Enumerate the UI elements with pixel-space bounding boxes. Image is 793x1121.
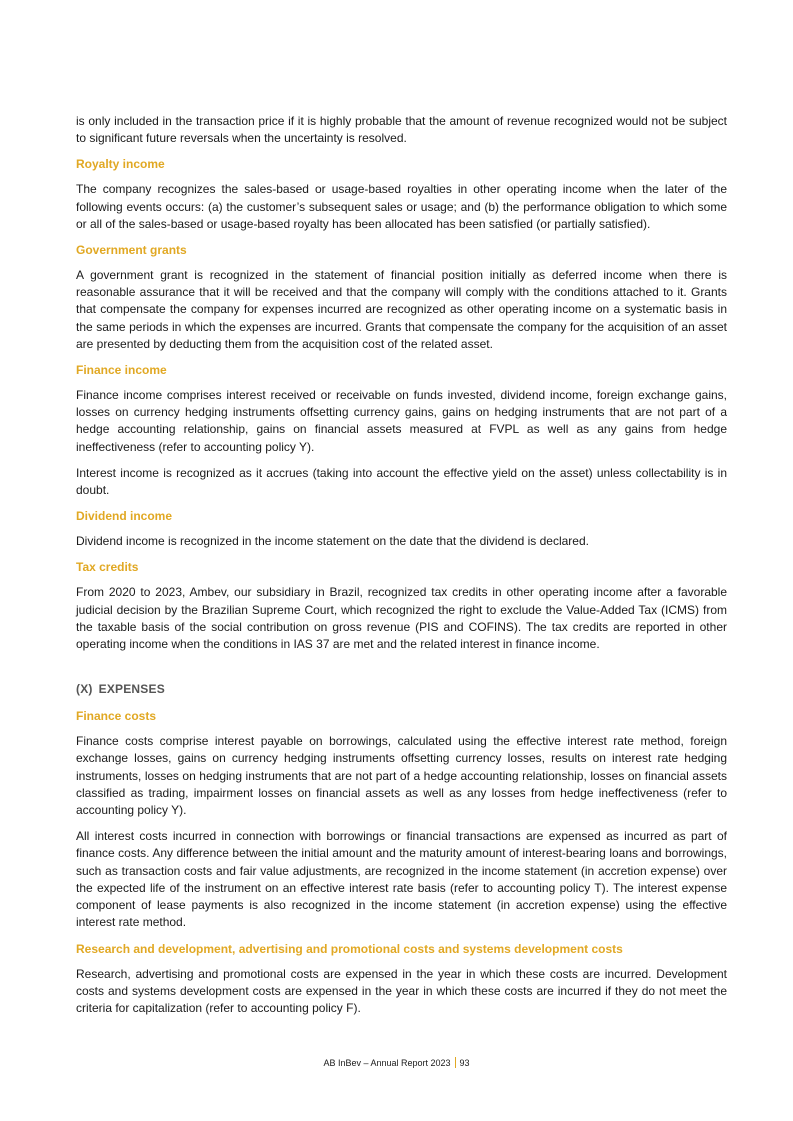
research-development-heading: Research and development, advertising and promotional costs and systems development costs xyxy=(76,941,623,956)
research-development-paragraph: Research, advertising and promotional costs are expensed in the year in which these costs are incurred. Development costs and systems development costs are expensed in the year in which these costs are incurred if they do not meet the criteria for capitalization (refer to accounting policy F). xyxy=(76,966,727,1015)
page-footer xyxy=(0,1057,793,1069)
intro-paragraph: is only included in the transaction price if it is highly probable that the amount of revenue recognized would not be subject to significant future reversals when the uncertainty is resolved. xyxy=(76,114,727,146)
royalty-income-paragraph: The company recognizes the sales-based or usage-based royalties in other operating income when the later of the following events occurs: (a) the customer’s subsequent sales or usage; and (b) the performance obligation to which some or all of the sales-based or usage-based royalty has been allocated has been satisfied (or partially satisfied). xyxy=(76,182,727,231)
footer-report-title: AB InBev – Annual Report 2023 xyxy=(323,1058,451,1068)
interest-income-paragraph: Interest income is recognized as it accrues (taking into account the effective yield on the asset) unless collectability is in doubt. xyxy=(76,465,727,498)
expenses-section-label: EXPENSES xyxy=(98,682,165,697)
footer-separator xyxy=(455,1057,456,1068)
finance-costs-paragraph: Finance costs comprise interest payable on borrowings, calculated using the effective interest rate method, foreign exchange losses, gains on currency hedging instruments offsetting currency losses, results on interest rate hedging instruments, losses on hedging instruments that are not part of a hedge accounting relationship, losses on financial assets classified as trading, impairment losses on financial assets as well as any losses from hedge ineffectiveness (refer to accounting policy Y). xyxy=(76,734,727,818)
expenses-section-title xyxy=(76,681,727,697)
government-grants-heading: Government grants xyxy=(76,243,187,258)
royalty-income-heading: Royalty income xyxy=(76,157,165,172)
finance-income-paragraph: Finance income comprises interest received or receivable on funds invested, dividend income, foreign exchange gains, losses on currency hedging instruments offsetting currency gains, gains on hedging instruments that are not part of a hedge accounting relationship, gains on financial assets measured at FVPL as well as any gains from hedge ineffectiveness (refer to accounting policy Y). xyxy=(76,388,727,454)
dividend-income-paragraph: Dividend income is recognized in the income statement on the date that the dividend is declared. xyxy=(76,534,589,549)
dividend-income-heading: Dividend income xyxy=(76,509,173,524)
finance-costs-heading: Finance costs xyxy=(76,709,157,724)
tax-credits-heading: Tax credits xyxy=(76,560,139,575)
interest-costs-paragraph: All interest costs incurred in connection with borrowings or financial transactions are expensed as incurred as part of finance costs. Any difference between the initial amount and the maturity amount of interest-bearing loans and borrowings, such as transaction costs and fair value adjustments, are recognized in the income statement (in accretion expense) over the expected life of the instrument on an effective interest rate basis (refer to accounting policy T). The interest expense component of lease payments is also recognized in the income statement (in accretion expense) using the effective interest rate method. xyxy=(76,829,727,930)
finance-income-heading: Finance income xyxy=(76,363,167,378)
expenses-section-number: (X) xyxy=(76,682,93,697)
government-grants-paragraph: A government grant is recognized in the statement of financial position initially as deferred income when there is reasonable assurance that it will be received and that the company will comply with the conditions attached to it. Grants that compensate the company for expenses incurred are recognized as other operating income on a systematic basis in the same periods in which the expenses are incurred. Grants that compensate the company for the acquisition of an asset are presented by deducting them from the acquisition cost of the related asset. xyxy=(76,268,727,351)
page-number: 93 xyxy=(459,1058,470,1068)
document-page xyxy=(76,113,727,1026)
tax-credits-paragraph: From 2020 to 2023, Ambev, our subsidiary in Brazil, recognized tax credits in other operating income after a favorable judicial decision by the Brazilian Supreme Court, which recognized the right to exclude the Value-Added Tax (ICMS) from the taxable basis of the social contribution on gross revenue (PIS and COFINS). The tax credits are reported in other operating income when the conditions in IAS 37 are met and the related interest in finance income. xyxy=(76,585,727,652)
